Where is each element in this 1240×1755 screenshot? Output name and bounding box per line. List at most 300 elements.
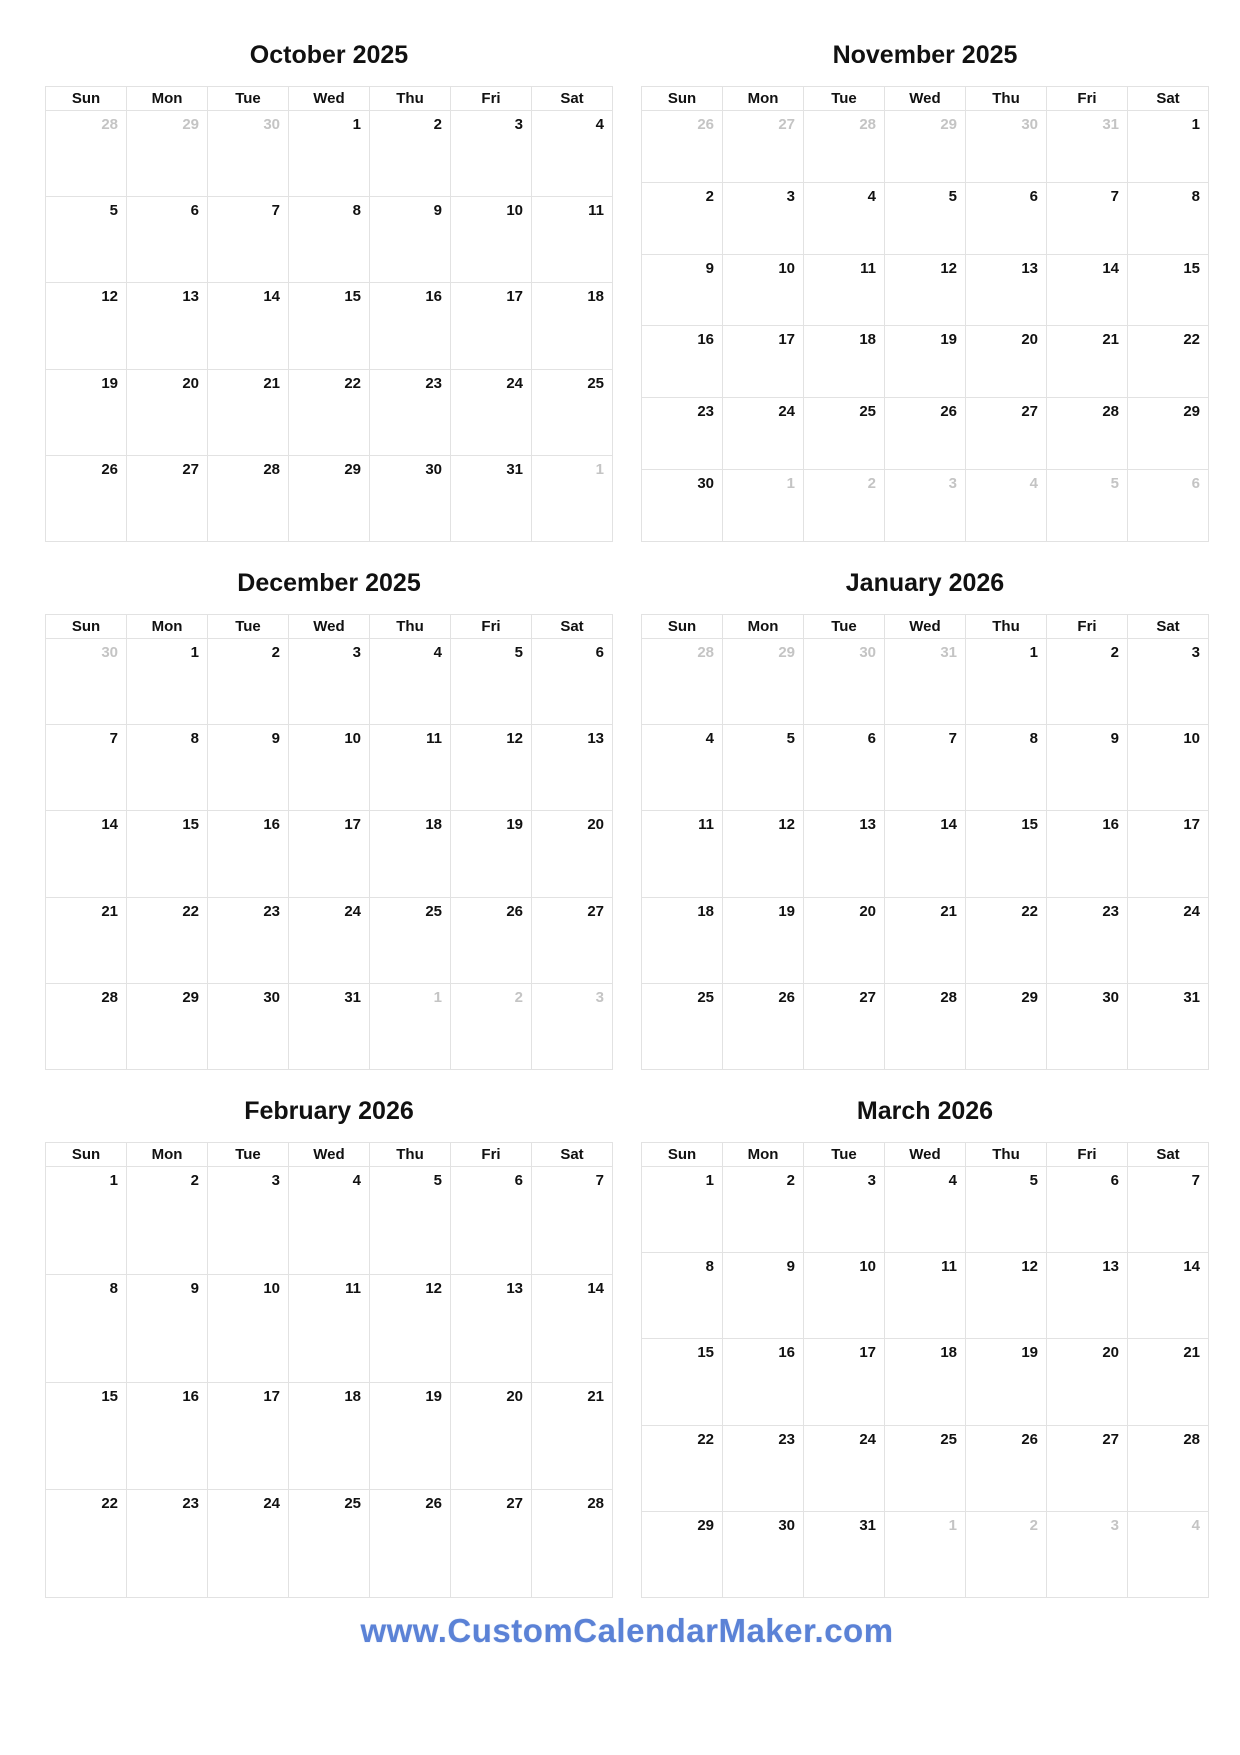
day-cell: 14	[1128, 1253, 1209, 1339]
weekday-header: Tue	[804, 615, 885, 639]
day-cell: 9	[370, 197, 451, 283]
week-row	[642, 1511, 1209, 1597]
day-cell: 16	[208, 811, 289, 897]
day-cell: 19	[46, 369, 127, 455]
day-cell: 3	[723, 182, 804, 254]
day-cell: 15	[289, 283, 370, 369]
weekday-header: Fri	[451, 615, 532, 639]
day-cell: 26	[966, 1425, 1047, 1511]
weekday-header: Thu	[370, 1143, 451, 1167]
weekday-header-row	[642, 615, 1209, 639]
day-cell: 14	[1047, 254, 1128, 326]
weekday-header: Tue	[804, 87, 885, 111]
day-cell: 18	[370, 811, 451, 897]
weekday-header: Sat	[1128, 87, 1209, 111]
weekday-header: Wed	[885, 87, 966, 111]
weekday-header: Mon	[723, 87, 804, 111]
day-cell: 28	[208, 455, 289, 541]
day-cell: 21	[46, 897, 127, 983]
calendar-grid	[641, 86, 1209, 542]
month-title: October 2025	[249, 41, 409, 69]
day-cell-adjacent-month: 1	[885, 1511, 966, 1597]
day-cell: 28	[532, 1490, 613, 1598]
day-cell-adjacent-month: 1	[370, 983, 451, 1069]
calendar-grid	[641, 1142, 1209, 1598]
day-cell: 2	[642, 182, 723, 254]
day-cell: 11	[642, 811, 723, 897]
day-cell: 20	[1047, 1339, 1128, 1425]
day-cell: 2	[127, 1167, 208, 1275]
day-cell: 6	[532, 639, 613, 725]
day-cell: 17	[723, 326, 804, 398]
week-row	[46, 1167, 613, 1275]
day-cell-adjacent-month: 29	[885, 111, 966, 183]
day-cell: 5	[885, 182, 966, 254]
day-cell: 30	[1047, 983, 1128, 1069]
weekday-header: Sat	[1128, 615, 1209, 639]
day-cell: 25	[532, 369, 613, 455]
weekday-header: Thu	[370, 87, 451, 111]
day-cell: 20	[966, 326, 1047, 398]
day-cell: 26	[46, 455, 127, 541]
day-cell: 19	[370, 1382, 451, 1490]
day-cell: 20	[451, 1382, 532, 1490]
day-cell: 13	[1047, 1253, 1128, 1339]
day-cell-adjacent-month: 2	[966, 1511, 1047, 1597]
month-title: December 2025	[237, 569, 421, 597]
weekday-header: Wed	[289, 1143, 370, 1167]
day-cell: 2	[370, 111, 451, 197]
weekday-header: Mon	[127, 1143, 208, 1167]
weekday-header: Fri	[1047, 615, 1128, 639]
day-cell: 22	[289, 369, 370, 455]
month-title: February 2026	[244, 1097, 414, 1125]
day-cell: 2	[723, 1167, 804, 1253]
day-cell: 16	[370, 283, 451, 369]
weekday-header: Tue	[208, 87, 289, 111]
day-cell-adjacent-month: 31	[1047, 111, 1128, 183]
day-cell: 6	[127, 197, 208, 283]
day-cell: 24	[208, 1490, 289, 1598]
weekday-header: Sat	[532, 1143, 613, 1167]
day-cell: 12	[885, 254, 966, 326]
day-cell: 19	[966, 1339, 1047, 1425]
day-cell: 12	[370, 1274, 451, 1382]
day-cell-adjacent-month: 30	[966, 111, 1047, 183]
day-cell: 7	[1047, 182, 1128, 254]
day-cell: 22	[1128, 326, 1209, 398]
weekday-header: Sun	[642, 615, 723, 639]
weekday-header: Wed	[289, 87, 370, 111]
weekday-header: Sat	[532, 615, 613, 639]
day-cell: 22	[642, 1425, 723, 1511]
calendar-grid	[45, 614, 613, 1070]
day-cell: 7	[885, 725, 966, 811]
week-row	[46, 1382, 613, 1490]
weekday-header: Fri	[451, 87, 532, 111]
day-cell: 14	[532, 1274, 613, 1382]
day-cell: 30	[370, 455, 451, 541]
day-cell: 9	[1047, 725, 1128, 811]
week-row	[642, 398, 1209, 470]
day-cell: 10	[451, 197, 532, 283]
weekday-header: Wed	[885, 615, 966, 639]
day-cell: 27	[1047, 1425, 1128, 1511]
day-cell: 4	[804, 182, 885, 254]
day-cell: 13	[532, 725, 613, 811]
day-cell: 19	[723, 897, 804, 983]
day-cell: 31	[289, 983, 370, 1069]
calendar-january-2026	[641, 542, 1209, 1070]
day-cell: 5	[370, 1167, 451, 1275]
day-cell: 7	[532, 1167, 613, 1275]
day-cell: 24	[1128, 897, 1209, 983]
day-cell: 13	[127, 283, 208, 369]
weekday-header: Tue	[208, 1143, 289, 1167]
week-row	[642, 1253, 1209, 1339]
day-cell: 19	[885, 326, 966, 398]
weekday-header: Sat	[532, 87, 613, 111]
day-cell: 11	[370, 725, 451, 811]
weekday-header: Fri	[451, 1143, 532, 1167]
footer	[45, 1612, 1209, 1650]
month-title: November 2025	[832, 41, 1018, 69]
day-cell-adjacent-month: 1	[723, 470, 804, 542]
week-row	[46, 283, 613, 369]
weekday-header: Mon	[723, 615, 804, 639]
weekday-header: Mon	[127, 87, 208, 111]
weekday-header-row	[642, 1143, 1209, 1167]
day-cell: 23	[1047, 897, 1128, 983]
week-row	[642, 326, 1209, 398]
day-cell: 4	[289, 1167, 370, 1275]
weekday-header: Thu	[966, 615, 1047, 639]
day-cell: 31	[451, 455, 532, 541]
day-cell: 23	[208, 897, 289, 983]
day-cell: 26	[370, 1490, 451, 1598]
day-cell: 22	[966, 897, 1047, 983]
week-row	[642, 1167, 1209, 1253]
day-cell-adjacent-month: 3	[885, 470, 966, 542]
day-cell: 27	[127, 455, 208, 541]
weekday-header-row	[642, 87, 1209, 111]
day-cell: 5	[966, 1167, 1047, 1253]
day-cell: 3	[1128, 639, 1209, 725]
calendar-march-2026	[641, 1070, 1209, 1598]
day-cell: 16	[723, 1339, 804, 1425]
day-cell: 9	[127, 1274, 208, 1382]
day-cell: 20	[532, 811, 613, 897]
day-cell: 23	[723, 1425, 804, 1511]
day-cell: 20	[804, 897, 885, 983]
day-cell-adjacent-month: 31	[885, 639, 966, 725]
day-cell: 20	[127, 369, 208, 455]
weekday-header: Wed	[289, 615, 370, 639]
weekday-header: Sun	[642, 87, 723, 111]
day-cell: 14	[885, 811, 966, 897]
day-cell: 16	[1047, 811, 1128, 897]
week-row	[46, 369, 613, 455]
day-cell: 15	[642, 1339, 723, 1425]
day-cell-adjacent-month: 2	[804, 470, 885, 542]
day-cell-adjacent-month: 2	[451, 983, 532, 1069]
weekday-header: Sat	[1128, 1143, 1209, 1167]
weekday-header-row	[46, 1143, 613, 1167]
weekday-header: Mon	[723, 1143, 804, 1167]
day-cell: 25	[370, 897, 451, 983]
weekday-header: Sun	[46, 1143, 127, 1167]
day-cell: 6	[451, 1167, 532, 1275]
day-cell-adjacent-month: 5	[1047, 470, 1128, 542]
week-row	[642, 983, 1209, 1069]
day-cell-adjacent-month: 3	[1047, 1511, 1128, 1597]
day-cell: 4	[532, 111, 613, 197]
day-cell: 26	[723, 983, 804, 1069]
week-row	[46, 639, 613, 725]
day-cell: 1	[642, 1167, 723, 1253]
day-cell: 1	[289, 111, 370, 197]
day-cell: 25	[289, 1490, 370, 1598]
day-cell: 17	[208, 1382, 289, 1490]
day-cell: 7	[208, 197, 289, 283]
day-cell: 11	[289, 1274, 370, 1382]
day-cell: 11	[804, 254, 885, 326]
calendar-grid	[45, 86, 613, 542]
day-cell: 22	[46, 1490, 127, 1598]
week-row	[642, 1425, 1209, 1511]
day-cell: 6	[1047, 1167, 1128, 1253]
day-cell: 30	[208, 983, 289, 1069]
weekday-header: Sun	[642, 1143, 723, 1167]
day-cell: 6	[804, 725, 885, 811]
week-row	[642, 897, 1209, 983]
day-cell: 26	[451, 897, 532, 983]
day-cell: 30	[723, 1511, 804, 1597]
week-row	[46, 897, 613, 983]
calendar-october-2025	[45, 14, 613, 542]
day-cell: 18	[532, 283, 613, 369]
week-row	[46, 111, 613, 197]
day-cell: 29	[1128, 398, 1209, 470]
day-cell: 5	[723, 725, 804, 811]
week-row	[642, 470, 1209, 542]
day-cell: 21	[885, 897, 966, 983]
day-cell: 8	[127, 725, 208, 811]
month-title: March 2026	[856, 1097, 994, 1125]
day-cell: 21	[208, 369, 289, 455]
day-cell-adjacent-month: 4	[1128, 1511, 1209, 1597]
month-title: January 2026	[845, 569, 1005, 597]
day-cell: 23	[127, 1490, 208, 1598]
day-cell-adjacent-month: 30	[804, 639, 885, 725]
day-cell: 25	[804, 398, 885, 470]
calendar-february-2026	[45, 1070, 613, 1598]
day-cell: 7	[46, 725, 127, 811]
weekday-header-row	[46, 615, 613, 639]
weekday-header: Mon	[127, 615, 208, 639]
day-cell: 13	[966, 254, 1047, 326]
day-cell: 10	[804, 1253, 885, 1339]
day-cell: 21	[1047, 326, 1128, 398]
day-cell: 3	[451, 111, 532, 197]
week-row	[46, 1274, 613, 1382]
day-cell: 4	[370, 639, 451, 725]
day-cell: 12	[451, 725, 532, 811]
week-row	[46, 197, 613, 283]
day-cell: 22	[127, 897, 208, 983]
day-cell: 23	[370, 369, 451, 455]
day-cell: 1	[966, 639, 1047, 725]
day-cell: 9	[208, 725, 289, 811]
day-cell: 31	[804, 1511, 885, 1597]
day-cell: 13	[804, 811, 885, 897]
day-cell: 11	[885, 1253, 966, 1339]
footer-site-link[interactable]: www.CustomCalendarMaker.com	[360, 1612, 894, 1649]
week-row	[46, 1490, 613, 1598]
day-cell: 16	[642, 326, 723, 398]
day-cell-adjacent-month: 28	[642, 639, 723, 725]
day-cell-adjacent-month: 28	[46, 111, 127, 197]
day-cell: 24	[723, 398, 804, 470]
day-cell: 31	[1128, 983, 1209, 1069]
week-row	[46, 983, 613, 1069]
day-cell-adjacent-month: 30	[208, 111, 289, 197]
day-cell: 11	[532, 197, 613, 283]
day-cell: 14	[46, 811, 127, 897]
day-cell: 10	[723, 254, 804, 326]
calendar-grid	[641, 614, 1209, 1070]
weekday-header: Sun	[46, 615, 127, 639]
weekday-header: Sun	[46, 87, 127, 111]
day-cell: 12	[723, 811, 804, 897]
day-cell: 28	[1128, 1425, 1209, 1511]
day-cell: 29	[127, 983, 208, 1069]
day-cell: 8	[642, 1253, 723, 1339]
day-cell: 6	[966, 182, 1047, 254]
day-cell: 5	[46, 197, 127, 283]
day-cell-adjacent-month: 28	[804, 111, 885, 183]
week-row	[642, 811, 1209, 897]
week-row	[46, 455, 613, 541]
day-cell: 2	[208, 639, 289, 725]
calendar-december-2025	[45, 542, 613, 1070]
day-cell: 24	[289, 897, 370, 983]
weekday-header: Tue	[208, 615, 289, 639]
day-cell-adjacent-month: 29	[127, 111, 208, 197]
day-cell: 10	[1128, 725, 1209, 811]
weekday-header: Thu	[370, 615, 451, 639]
week-row	[642, 111, 1209, 183]
day-cell: 24	[451, 369, 532, 455]
weekday-header: Wed	[885, 1143, 966, 1167]
week-row	[642, 254, 1209, 326]
day-cell-adjacent-month: 6	[1128, 470, 1209, 542]
day-cell: 27	[966, 398, 1047, 470]
day-cell: 26	[885, 398, 966, 470]
day-cell: 28	[1047, 398, 1128, 470]
day-cell: 15	[966, 811, 1047, 897]
week-row	[642, 182, 1209, 254]
day-cell: 17	[289, 811, 370, 897]
day-cell: 21	[1128, 1339, 1209, 1425]
day-cell: 1	[46, 1167, 127, 1275]
day-cell: 18	[804, 326, 885, 398]
day-cell-adjacent-month: 29	[723, 639, 804, 725]
day-cell: 3	[208, 1167, 289, 1275]
day-cell: 23	[642, 398, 723, 470]
day-cell: 17	[451, 283, 532, 369]
day-cell: 8	[46, 1274, 127, 1382]
week-row	[642, 725, 1209, 811]
day-cell: 18	[289, 1382, 370, 1490]
day-cell: 5	[451, 639, 532, 725]
day-cell: 15	[1128, 254, 1209, 326]
day-cell: 8	[289, 197, 370, 283]
day-cell-adjacent-month: 30	[46, 639, 127, 725]
day-cell: 8	[1128, 182, 1209, 254]
week-row	[46, 725, 613, 811]
day-cell: 7	[1128, 1167, 1209, 1253]
weekday-header: Thu	[966, 1143, 1047, 1167]
day-cell-adjacent-month: 1	[532, 455, 613, 541]
day-cell: 4	[885, 1167, 966, 1253]
day-cell: 17	[1128, 811, 1209, 897]
day-cell: 28	[885, 983, 966, 1069]
day-cell: 19	[451, 811, 532, 897]
calendar-november-2025	[641, 14, 1209, 542]
day-cell: 25	[885, 1425, 966, 1511]
day-cell: 27	[451, 1490, 532, 1598]
day-cell: 8	[966, 725, 1047, 811]
day-cell-adjacent-month: 4	[966, 470, 1047, 542]
day-cell-adjacent-month: 26	[642, 111, 723, 183]
day-cell: 17	[804, 1339, 885, 1425]
day-cell: 28	[46, 983, 127, 1069]
day-cell: 10	[289, 725, 370, 811]
day-cell: 21	[532, 1382, 613, 1490]
weekday-header: Fri	[1047, 1143, 1128, 1167]
day-cell: 15	[127, 811, 208, 897]
day-cell: 2	[1047, 639, 1128, 725]
day-cell: 29	[966, 983, 1047, 1069]
day-cell: 1	[1128, 111, 1209, 183]
day-cell-adjacent-month: 27	[723, 111, 804, 183]
week-row	[642, 639, 1209, 725]
weekday-header: Tue	[804, 1143, 885, 1167]
day-cell: 15	[46, 1382, 127, 1490]
weekday-header: Fri	[1047, 87, 1128, 111]
day-cell: 18	[642, 897, 723, 983]
day-cell: 27	[804, 983, 885, 1069]
day-cell: 1	[127, 639, 208, 725]
week-row	[46, 811, 613, 897]
day-cell: 12	[966, 1253, 1047, 1339]
calendar-grid	[45, 1142, 613, 1598]
day-cell: 9	[723, 1253, 804, 1339]
day-cell: 10	[208, 1274, 289, 1382]
day-cell: 25	[642, 983, 723, 1069]
day-cell: 9	[642, 254, 723, 326]
day-cell: 16	[127, 1382, 208, 1490]
day-cell-adjacent-month: 3	[532, 983, 613, 1069]
day-cell: 24	[804, 1425, 885, 1511]
day-cell: 13	[451, 1274, 532, 1382]
day-cell: 29	[289, 455, 370, 541]
day-cell: 4	[642, 725, 723, 811]
day-cell: 18	[885, 1339, 966, 1425]
day-cell: 14	[208, 283, 289, 369]
weekday-header: Thu	[966, 87, 1047, 111]
